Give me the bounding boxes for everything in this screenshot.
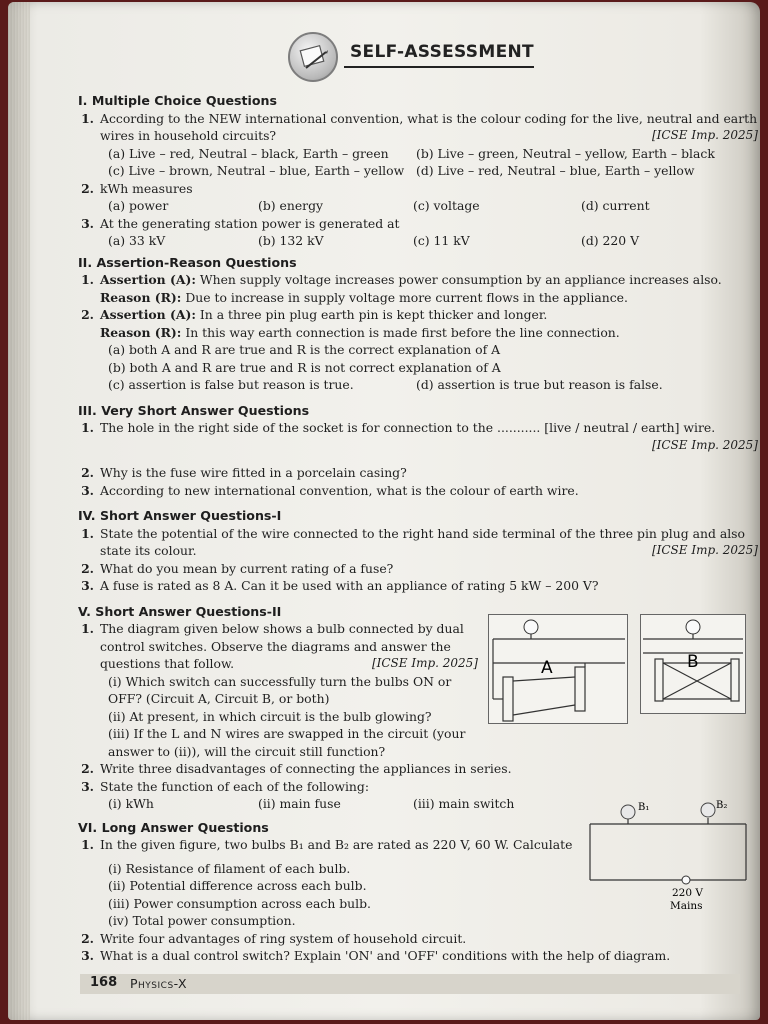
question-text: kWh measures bbox=[100, 180, 193, 196]
question-item bbox=[78, 419, 758, 454]
section-title-short-1: IV. Short Answer Questions-I bbox=[78, 508, 282, 523]
question-text: In the given figure, two bulbs B₁ and B₂ are rated as 220 V, 60 W. Calculate bbox=[100, 837, 573, 852]
assertion-label: Assertion (A): bbox=[100, 272, 196, 287]
option: (d) current bbox=[581, 198, 650, 213]
option: (c) voltage bbox=[413, 198, 480, 213]
circuit-b-label: B bbox=[687, 652, 699, 672]
question-number: 3. bbox=[81, 578, 94, 593]
assertion-text: In a three pin plug earth pin is kept thicker and longer. bbox=[199, 307, 548, 322]
sub-question: (i) Resistance of filament of each bulb. bbox=[108, 860, 351, 876]
option: (a) power bbox=[108, 198, 169, 213]
question-text: State the potential of the wire connected to the right hand side terminal of the three pin plug and also state its colour. bbox=[100, 525, 745, 558]
sub-question: (i) Which switch can successfully turn the bulbs ON or OFF? (Circuit A, Circuit B, or both) bbox=[108, 673, 452, 706]
option: (d) 220 V bbox=[581, 233, 640, 248]
bulbs-mains-diagram bbox=[586, 800, 750, 910]
question-item bbox=[78, 110, 758, 145]
question-item bbox=[78, 760, 758, 778]
circuit-a-label: A bbox=[541, 658, 553, 678]
question-text: The diagram given below shows a bulb connected by dual control switches. Observe the diagrams and answer the questions that follow. bbox=[100, 621, 464, 671]
assertion-text: When supply voltage increases power consumption by an appliance increases also. bbox=[199, 272, 722, 287]
reason-label: Reason (R): bbox=[100, 324, 182, 340]
question-text: The hole in the right side of the socket is for connection to the ........... [live / neutral / earth] wire. bbox=[100, 420, 716, 435]
option: (b) both A and R are true and R is not correct explanation of A bbox=[108, 359, 501, 375]
option: (d) Live – red, Neutral – blue, Earth – yellow bbox=[416, 163, 695, 178]
question-number: 2. bbox=[81, 560, 94, 576]
option: (a) Live – red, Neutral – black, Earth – green bbox=[108, 145, 389, 161]
sub-question: (i) kWh bbox=[108, 796, 154, 811]
page-edge-shading bbox=[8, 2, 30, 1020]
question-text: Why is the fuse wire fitted in a porcelain casing? bbox=[100, 465, 407, 480]
bulb-b2-label: B₂ bbox=[716, 800, 728, 811]
option: (b) energy bbox=[258, 198, 324, 213]
question-number: 3. bbox=[81, 948, 94, 963]
question-item bbox=[78, 180, 758, 198]
question-number: 2. bbox=[81, 761, 94, 776]
reference-tag: [ICSE Imp. 2025] bbox=[651, 128, 758, 142]
title-underline bbox=[344, 66, 534, 68]
sub-question: (iii) main switch bbox=[413, 796, 515, 811]
bulb-b1-label: B₁ bbox=[638, 802, 650, 813]
question-text: What is a dual control switch? Explain 'ON' and 'OFF' conditions with the help of diagram. bbox=[100, 948, 671, 963]
mains-label: Mains bbox=[670, 900, 703, 910]
question-number: 3. bbox=[81, 215, 94, 231]
question-number: 1. bbox=[81, 420, 94, 435]
question-item bbox=[78, 560, 758, 578]
question-item bbox=[78, 525, 758, 560]
question-item bbox=[78, 215, 758, 233]
section-title-assertion: II. Assertion-Reason Questions bbox=[78, 254, 297, 270]
question-item bbox=[78, 620, 478, 673]
option: (b) Live – green, Neutral – yellow, Earth – black bbox=[416, 145, 715, 161]
question-number: 2. bbox=[81, 930, 94, 946]
question-text: What do you mean by current rating of a fuse? bbox=[100, 560, 394, 576]
question-text: Write four advantages of ring system of household circuit. bbox=[100, 930, 467, 946]
question-text: According to new international convention, what is the colour of earth wire. bbox=[100, 482, 579, 498]
option-grid bbox=[78, 145, 758, 180]
question-item bbox=[78, 930, 758, 948]
reference-tag: [ICSE Imp. 2025] bbox=[651, 543, 758, 557]
section-title-very-short: III. Very Short Answer Questions bbox=[78, 402, 310, 418]
sub-question: (iii) Power consumption across each bulb. bbox=[108, 895, 371, 911]
reason-text: In this way earth connection is made first before the line connection. bbox=[185, 324, 620, 340]
option: (b) 132 kV bbox=[258, 233, 324, 248]
option-grid bbox=[78, 197, 758, 215]
section-header bbox=[288, 32, 558, 82]
assertion-label: Assertion (A): bbox=[100, 307, 196, 322]
sub-question: (iii) If the L and N wires are swapped in the circuit (your answer to (ii)), will the circuit still function? bbox=[108, 726, 466, 759]
reason-text: Due to increase in supply voltage more current flows in the appliance. bbox=[185, 289, 628, 305]
circuit-b-diagram bbox=[640, 614, 746, 714]
mains-voltage-label: 220 V bbox=[672, 887, 703, 899]
question-number: 1. bbox=[81, 272, 94, 287]
question-item bbox=[78, 306, 758, 324]
reference-tag: [ICSE Imp. 2025] bbox=[651, 437, 758, 452]
question-item bbox=[78, 947, 758, 965]
page-footer bbox=[80, 974, 740, 996]
reason-label: Reason (R): bbox=[100, 289, 182, 305]
question-item bbox=[78, 577, 758, 595]
question-text: According to the NEW international convention, what is the colour coding for the live, neutral and earth wires in household circuits? bbox=[100, 110, 758, 143]
option: (c) Live – brown, Neutral – blue, Earth – yellow bbox=[108, 163, 405, 178]
book-title: Physics-X bbox=[130, 976, 188, 991]
question-number: 3. bbox=[81, 778, 94, 794]
question-item bbox=[78, 464, 758, 482]
sub-question: (ii) At present, in which circuit is the bulb glowing? bbox=[108, 708, 432, 724]
reference-tag: [ICSE Imp. 2025] bbox=[371, 656, 478, 670]
question-text: A fuse is rated as 8 A. Can it be used with an appliance of rating 5 kW – 200 V? bbox=[100, 578, 599, 593]
sub-question: (ii) Potential difference across each bulb. bbox=[108, 878, 367, 893]
question-item bbox=[78, 271, 758, 289]
sub-question: (ii) main fuse bbox=[258, 796, 341, 811]
question-number: 2. bbox=[81, 307, 94, 322]
question-number: 2. bbox=[81, 465, 94, 480]
sub-question: (iv) Total power consumption. bbox=[108, 913, 296, 928]
question-text: Write three disadvantages of connecting the appliances in series. bbox=[100, 761, 512, 776]
question-number: 1. bbox=[81, 110, 94, 126]
question-number: 1. bbox=[81, 837, 94, 852]
option: (a) 33 kV bbox=[108, 233, 166, 248]
question-text: State the function of each of the following: bbox=[100, 778, 370, 794]
option: (c) 11 kV bbox=[413, 233, 470, 248]
question-number: 1. bbox=[81, 525, 94, 541]
question-number: 2. bbox=[81, 180, 94, 196]
question-text: At the generating station power is generated at bbox=[100, 215, 400, 231]
question-number: 1. bbox=[81, 621, 94, 636]
circuit-a-diagram bbox=[488, 614, 628, 724]
question-item bbox=[78, 482, 758, 500]
option-grid bbox=[78, 376, 758, 394]
question-item bbox=[78, 778, 758, 796]
option: (a) both A and R are true and R is the correct explanation of A bbox=[108, 342, 501, 357]
book-page bbox=[8, 2, 760, 1020]
section-title-mcq: I. Multiple Choice Questions bbox=[78, 93, 277, 108]
option-grid bbox=[78, 232, 758, 250]
page-number: 168 bbox=[90, 975, 118, 990]
option: (d) assertion is true but reason is false. bbox=[416, 377, 663, 392]
option: (c) assertion is false but reason is true. bbox=[108, 377, 354, 392]
question-number: 3. bbox=[81, 482, 94, 498]
question-item bbox=[78, 836, 578, 854]
section-title-long: VI. Long Answer Questions bbox=[78, 819, 269, 835]
section-title-short-2: V. Short Answer Questions-II bbox=[78, 603, 282, 619]
page-title: SELF-ASSESSMENT bbox=[350, 42, 534, 62]
assessment-badge-icon bbox=[288, 32, 338, 82]
